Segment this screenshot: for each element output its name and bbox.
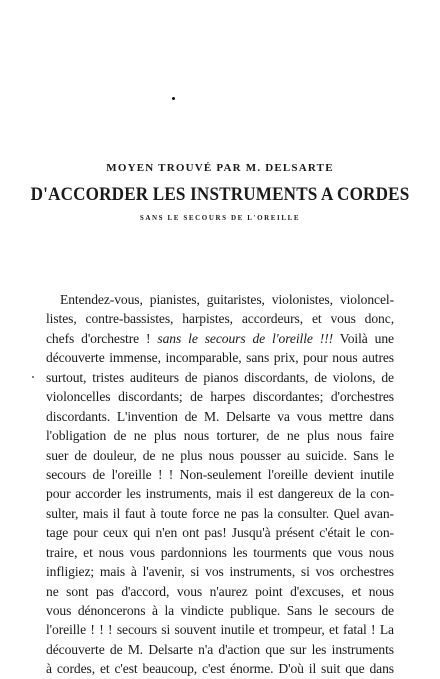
article-subtitle: SANS LE SECOURS DE L'OREILLE [139, 214, 301, 222]
text-line: traire, et nous vous pardonnions les tourments que vous nous [46, 544, 394, 560]
text-line: vous dénoncerons à la vindicte publique. Sans le secours de [46, 603, 394, 618]
text-line: surtout, tristes auditeurs de pianos discordants, de violons, de [46, 369, 394, 385]
text-line: pour accorder les instruments, mais il est dangereux de la con- [46, 486, 394, 502]
text-line: tage pour ceux qui n'en ont pas! Jusqu'à présent c'était le con- [46, 525, 394, 541]
text-line: listes, contre-bassistes, harpistes, accordeurs, et vous donc, [46, 311, 394, 327]
text-line-emphasis [46, 329, 394, 348]
text-run: Voilà une [333, 330, 394, 346]
text-line: suer de douleur, de ne plus nous pousser au suicide. Sans le [46, 447, 394, 463]
margin-ink-mark [32, 376, 34, 378]
article-title: D'ACCORDER LES INSTRUMENTS A CORDES [30, 184, 410, 205]
text-line: découverte de M. Delsarte n'a d'action que sur les instruments [46, 641, 394, 657]
text-line: l'obligation de ne plus nous torturer, de ne plus nous faire [46, 428, 394, 444]
article-pretitle: MOYEN TROUVÉ PAR M. DELSARTE [106, 162, 334, 174]
italic-run: sans le secours de l'oreille !!! [157, 330, 334, 346]
text-line: discordants. L'invention de M. Delsarte va vous mettre dans [46, 408, 394, 424]
ink-mark [172, 97, 175, 100]
text-line: à cordes, et c'est beaucoup, c'est énorme. D'où il suit que dans [46, 661, 394, 677]
text-line: secours de l'oreille ! ! Non-seulement l'oreille devient inutile [46, 466, 394, 482]
article-body [46, 290, 394, 679]
text-line: infligiez; mais à l'avenir, si vos instruments, si vos orchestres [46, 564, 394, 580]
text-line: violoncelles discordants; de harpes discordantes; d'orchestres [46, 389, 394, 405]
text-line: ne sont pas d'accord, vous n'aurez point d'excuses, et nous [46, 583, 394, 599]
text-run: chefs d'orchestre ! [46, 330, 158, 346]
text-line: l'oreille ! ! ! secours si souvent inutile et trompeur, et fatal ! La [46, 622, 394, 638]
text-line: découverte immense, incomparable, sans prix, pour nous autres [46, 350, 394, 366]
text-line: sulter, mais il faut à toute force ne pas la consulter. Quel avan- [46, 505, 394, 521]
text-line: Entendez-vous, pianistes, guitaristes, violonistes, violoncel- [60, 292, 394, 307]
